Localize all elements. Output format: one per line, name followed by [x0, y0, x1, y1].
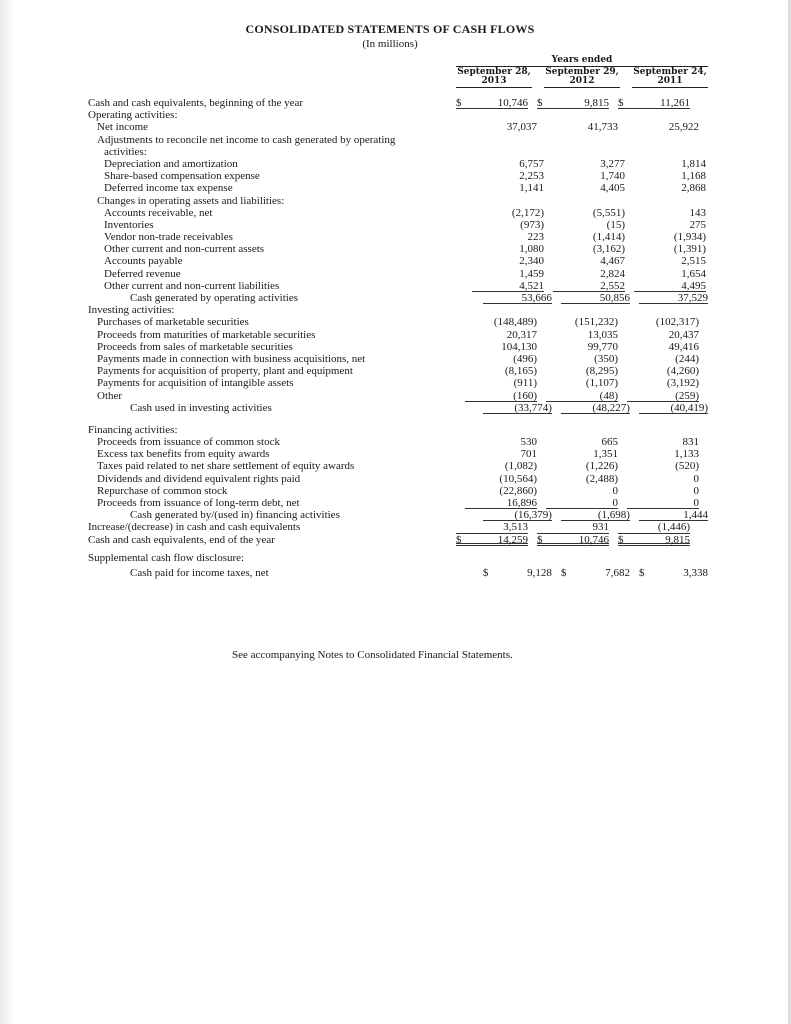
value: 10,746 — [578, 533, 609, 546]
row-label: Adjustments to reconcile net income to cash generated by operating — [97, 133, 396, 146]
value-cell — [546, 377, 618, 389]
value: 0 — [693, 484, 699, 497]
value-cell — [465, 353, 537, 365]
value: (350) — [594, 352, 618, 365]
table-row — [88, 109, 708, 121]
table-row — [88, 534, 708, 546]
table-row — [88, 377, 708, 389]
value: (40,419) — [670, 401, 709, 414]
table-row — [88, 567, 708, 579]
table-row — [88, 170, 708, 182]
value: 1,351 — [593, 448, 618, 461]
table-row — [88, 509, 708, 521]
table-row — [88, 365, 708, 377]
value-cell — [627, 497, 699, 509]
value-cell — [634, 158, 706, 170]
value-cell — [465, 377, 537, 389]
currency-sign: $ — [537, 533, 543, 546]
value-cell — [546, 473, 618, 485]
value: 13,035 — [587, 328, 618, 341]
table-row — [88, 353, 708, 365]
row-label: Changes in operating assets and liabilities: — [97, 194, 285, 207]
table-row — [88, 280, 708, 292]
value-cell — [561, 402, 630, 414]
value: 1,459 — [519, 267, 544, 280]
value-cell — [465, 316, 537, 328]
value: (2,172) — [511, 206, 544, 219]
value-cell — [465, 448, 537, 460]
column-2013 — [456, 68, 532, 88]
currency-sign: $ — [456, 533, 462, 546]
row-label: Payments for acquisition of intangible assets — [97, 377, 294, 390]
value: (8,165) — [504, 365, 537, 378]
column-date: September 29, — [545, 67, 619, 77]
currency-sign: $ — [456, 97, 462, 109]
value-cell — [537, 521, 609, 533]
value: 9,815 — [665, 533, 690, 546]
table-row — [88, 485, 708, 497]
value-cell — [546, 460, 618, 472]
value: 2,253 — [519, 170, 544, 183]
value: 4,495 — [681, 279, 706, 292]
value-cell — [465, 473, 537, 485]
value: 3,277 — [600, 157, 625, 170]
table-row — [88, 158, 708, 170]
value: (102,317) — [655, 316, 699, 329]
value-cell — [546, 316, 618, 328]
column-year: 2012 — [569, 76, 595, 86]
row-label: Deferred revenue — [104, 267, 181, 280]
value: (3,192) — [666, 377, 699, 390]
value: 0 — [693, 472, 699, 485]
row-label: Proceeds from sales of marketable securities — [97, 340, 293, 353]
value: 10,746 — [497, 97, 528, 109]
table-row — [88, 497, 708, 509]
row-label: Proceeds from issuance of long-term debt, net — [97, 497, 300, 509]
value: 831 — [682, 436, 699, 449]
value-cell — [639, 509, 708, 521]
value: (15) — [606, 218, 625, 231]
row-label: Net income — [97, 121, 149, 134]
row-label: Payments made in connection with business acquisitions, net — [97, 352, 366, 365]
value-cell — [634, 170, 706, 182]
scan-edge — [0, 0, 14, 1024]
row-label: Vendor non-trade receivables — [104, 231, 233, 244]
value-cell — [553, 268, 625, 280]
value: 0 — [612, 497, 618, 509]
value-cell — [546, 448, 618, 460]
value: 9,128 — [527, 566, 552, 579]
value-cell — [634, 182, 706, 194]
row-label: Financing activities: — [88, 423, 178, 436]
value: 4,521 — [519, 279, 544, 292]
value-cell — [472, 219, 544, 231]
value: 4,405 — [600, 182, 625, 195]
value-cell — [546, 485, 618, 497]
table-row — [88, 448, 708, 460]
value-cell — [553, 219, 625, 231]
value: 16,896 — [506, 497, 537, 509]
value: 50,856 — [599, 292, 630, 304]
statement-subtitle: (In millions) — [362, 38, 418, 50]
row-label: Cash and cash equivalents, end of the year — [88, 533, 275, 546]
value: (1,414) — [592, 231, 625, 244]
value: (1,082) — [504, 460, 537, 473]
currency-sign: $ — [618, 97, 624, 109]
row-label: Cash used in investing activities — [130, 401, 272, 414]
row-label: Accounts payable — [104, 255, 183, 268]
value-cell — [465, 121, 537, 133]
currency-sign: $ — [560, 566, 567, 579]
value-cell — [483, 509, 552, 521]
row-label: Payments for acquisition of property, plant and equipment — [97, 365, 353, 378]
value-cell — [639, 292, 708, 304]
row-label: Other current and non-current assets — [104, 243, 265, 256]
value-cell — [465, 497, 537, 509]
value: 2,824 — [600, 267, 625, 280]
row-label: Cash paid for income taxes, net — [130, 566, 269, 579]
row-label: Cash generated by/(used in) financing activities — [130, 509, 340, 522]
value-cell — [472, 255, 544, 267]
value-cell — [634, 255, 706, 267]
value-cell — [546, 353, 618, 365]
currency-sign: $ — [638, 566, 645, 579]
column-date: September 28, — [457, 67, 531, 77]
row-label: Increase/(decrease) in cash and cash equivalents — [88, 521, 301, 534]
value: (160) — [513, 389, 537, 402]
value-cell — [456, 534, 528, 546]
table-row — [88, 182, 708, 194]
value: (259) — [675, 389, 699, 402]
row-label: Share-based compensation expense — [104, 170, 260, 183]
row-label: Proceeds from issuance of common stock — [97, 436, 280, 449]
row-label: Inventories — [104, 218, 154, 231]
value-cell — [561, 509, 630, 521]
value: 53,666 — [521, 292, 552, 304]
value-cell — [553, 255, 625, 267]
value-cell — [553, 231, 625, 243]
value: 14,259 — [497, 533, 528, 546]
table-row — [88, 552, 708, 564]
value: 0 — [612, 484, 618, 497]
table-row — [88, 255, 708, 267]
currency-sign: $ — [537, 97, 543, 109]
value: 1,080 — [519, 243, 544, 256]
value: 4,467 — [600, 255, 625, 268]
value-cell — [627, 316, 699, 328]
value: 530 — [520, 436, 537, 449]
value-cell — [546, 341, 618, 353]
value: 3,513 — [503, 521, 528, 534]
value-cell — [618, 521, 690, 533]
value: 11,261 — [660, 97, 690, 109]
value-cell — [634, 280, 706, 292]
value-cell — [627, 121, 699, 133]
value-cell — [627, 473, 699, 485]
value-cell — [472, 158, 544, 170]
table-row — [88, 207, 708, 219]
value-cell — [627, 390, 699, 402]
value: 223 — [527, 231, 544, 244]
value: (3,162) — [592, 243, 625, 256]
value-cell — [465, 485, 537, 497]
table-row — [88, 424, 708, 436]
row-label: Operating activities: — [88, 109, 178, 122]
value-cell — [553, 158, 625, 170]
value: (1,698) — [597, 509, 630, 522]
value-cell — [627, 329, 699, 341]
footnote: See accompanying Notes to Consolidated Financial Statements. — [232, 649, 513, 661]
value: (244) — [675, 352, 699, 365]
value: (148,489) — [493, 316, 537, 329]
value: (1,934) — [673, 231, 706, 244]
value: (16,379) — [514, 509, 552, 522]
column-2012 — [544, 68, 620, 88]
value: 275 — [689, 218, 706, 231]
table-row — [88, 390, 708, 402]
value: (4,260) — [666, 365, 699, 378]
value: 1,740 — [600, 170, 625, 183]
value: 99,770 — [587, 340, 618, 353]
table-row — [88, 436, 708, 448]
value: 1,814 — [681, 157, 706, 170]
table-row — [88, 268, 708, 280]
value-cell — [634, 243, 706, 255]
value-cell — [627, 460, 699, 472]
value-cell — [618, 534, 690, 546]
row-label: Excess tax benefits from equity awards — [97, 448, 270, 461]
value-cell — [634, 219, 706, 231]
value: 1,444 — [683, 509, 709, 522]
value: 6,757 — [519, 157, 544, 170]
value: (2,488) — [585, 472, 618, 485]
value: 7,682 — [605, 566, 630, 579]
years-ended-label: Years ended — [456, 55, 708, 67]
value-cell — [456, 97, 528, 109]
row-label: Repurchase of common stock — [97, 484, 228, 497]
currency-sign: $ — [618, 533, 624, 546]
value-cell — [618, 97, 690, 109]
value-cell — [546, 497, 618, 509]
value-cell — [553, 170, 625, 182]
value-cell — [465, 460, 537, 472]
value-cell — [472, 207, 544, 219]
value: (911) — [513, 377, 537, 390]
table-row — [88, 134, 708, 146]
value-cell — [627, 448, 699, 460]
row-label: Deferred income tax expense — [104, 182, 233, 195]
value-cell — [465, 329, 537, 341]
table-row — [88, 243, 708, 255]
value: (1,107) — [585, 377, 618, 390]
value: 701 — [520, 448, 537, 461]
value: (8,295) — [585, 365, 618, 378]
row-label: Cash generated by operating activities — [130, 292, 298, 304]
value: (520) — [675, 460, 699, 473]
value-cell — [472, 280, 544, 292]
value-cell — [634, 268, 706, 280]
value: 2,340 — [519, 255, 544, 268]
column-year: 2011 — [657, 76, 683, 86]
value: 9,815 — [584, 97, 609, 109]
table-row — [88, 521, 708, 533]
table-row — [88, 316, 708, 328]
value: 0 — [693, 497, 699, 509]
value: (151,232) — [574, 316, 618, 329]
value-cell — [472, 243, 544, 255]
value: 143 — [689, 206, 706, 219]
value: 20,437 — [668, 328, 699, 341]
value-cell — [472, 268, 544, 280]
table-row — [88, 97, 708, 109]
value-cell — [537, 534, 609, 546]
value-cell — [627, 353, 699, 365]
value: 2,868 — [681, 182, 706, 195]
value-cell — [627, 436, 699, 448]
column-header — [456, 55, 708, 88]
value-cell — [483, 402, 552, 414]
table-row — [88, 231, 708, 243]
row-label: activities: — [104, 145, 147, 158]
value: 1,168 — [681, 170, 706, 183]
value-cell — [483, 292, 552, 304]
value-cell — [546, 329, 618, 341]
value: 3,338 — [683, 566, 709, 579]
value-cell — [537, 97, 609, 109]
column-date: September 24, — [633, 67, 707, 77]
row-label: Taxes paid related to net share settlement of equity awards — [97, 460, 355, 473]
value-cell — [472, 182, 544, 194]
value: 2,515 — [681, 255, 706, 268]
value: 49,416 — [668, 340, 699, 353]
cash-flow-table — [88, 97, 708, 579]
value-cell — [561, 292, 630, 304]
value: (1,226) — [585, 460, 618, 473]
value: (33,774) — [514, 401, 552, 414]
value: 25,922 — [668, 121, 699, 134]
row-label: Investing activities: — [88, 304, 175, 317]
value-cell — [553, 243, 625, 255]
value-cell — [634, 207, 706, 219]
value: (1,391) — [673, 243, 706, 256]
row-label: Other — [97, 389, 123, 402]
value: 665 — [601, 436, 618, 449]
table-row — [88, 473, 708, 485]
value-cell — [627, 377, 699, 389]
row-label: Accounts receivable, net — [104, 206, 213, 219]
row-label: Other current and non-current liabilities — [104, 279, 280, 292]
value-cell — [553, 207, 625, 219]
column-year: 2013 — [481, 76, 507, 86]
currency-sign: $ — [482, 566, 489, 579]
value: (496) — [513, 352, 537, 365]
value: 37,529 — [677, 292, 709, 304]
value: (10,564) — [499, 472, 537, 485]
value-cell — [546, 390, 618, 402]
table-row — [88, 329, 708, 341]
table-row — [88, 402, 708, 414]
row-label: Purchases of marketable securities — [97, 316, 249, 329]
value-cell — [553, 280, 625, 292]
statement-title: CONSOLIDATED STATEMENTS OF CASH FLOWS — [245, 22, 535, 36]
row-label: Cash and cash equivalents, beginning of the year — [88, 97, 304, 109]
value: 20,317 — [506, 328, 537, 341]
value-cell — [561, 567, 630, 579]
value-cell — [627, 485, 699, 497]
value-cell — [546, 365, 618, 377]
value: 931 — [592, 521, 609, 534]
table-row — [88, 146, 708, 158]
value: 1,654 — [681, 267, 706, 280]
value: (5,551) — [592, 206, 625, 219]
value-cell — [634, 231, 706, 243]
value: 37,037 — [506, 121, 537, 134]
value: (48) — [599, 389, 618, 402]
value-cell — [456, 521, 528, 533]
value-cell — [627, 341, 699, 353]
value-cell — [639, 402, 708, 414]
row-label: Dividends and dividend equivalent rights paid — [97, 472, 301, 485]
table-row — [88, 195, 708, 207]
value-cell — [546, 121, 618, 133]
value-cell — [472, 170, 544, 182]
value-cell — [483, 567, 552, 579]
table-row — [88, 292, 708, 304]
table-row — [88, 460, 708, 472]
value-cell — [546, 436, 618, 448]
value-cell — [465, 365, 537, 377]
table-row — [88, 341, 708, 353]
value: (22,860) — [499, 484, 537, 497]
column-2011 — [632, 68, 708, 88]
row-label: Supplemental cash flow disclosure: — [88, 551, 245, 564]
value: (48,227) — [592, 401, 630, 414]
value: (1,446) — [657, 521, 690, 534]
value-cell — [465, 341, 537, 353]
table-row — [88, 121, 708, 133]
row-label: Proceeds from maturities of marketable securities — [97, 328, 316, 341]
table-row — [88, 304, 708, 316]
value-cell — [465, 436, 537, 448]
value-cell — [553, 182, 625, 194]
value: 104,130 — [501, 340, 537, 353]
value-cell — [465, 390, 537, 402]
value: 2,552 — [600, 279, 625, 292]
value-cell — [472, 231, 544, 243]
value-cell — [627, 365, 699, 377]
row-label: Depreciation and amortization — [104, 157, 238, 170]
value: 1,141 — [519, 182, 544, 195]
value: (973) — [520, 218, 544, 231]
value-cell — [639, 567, 708, 579]
table-row — [88, 219, 708, 231]
value: 1,133 — [674, 448, 699, 461]
value: 41,733 — [587, 121, 618, 134]
